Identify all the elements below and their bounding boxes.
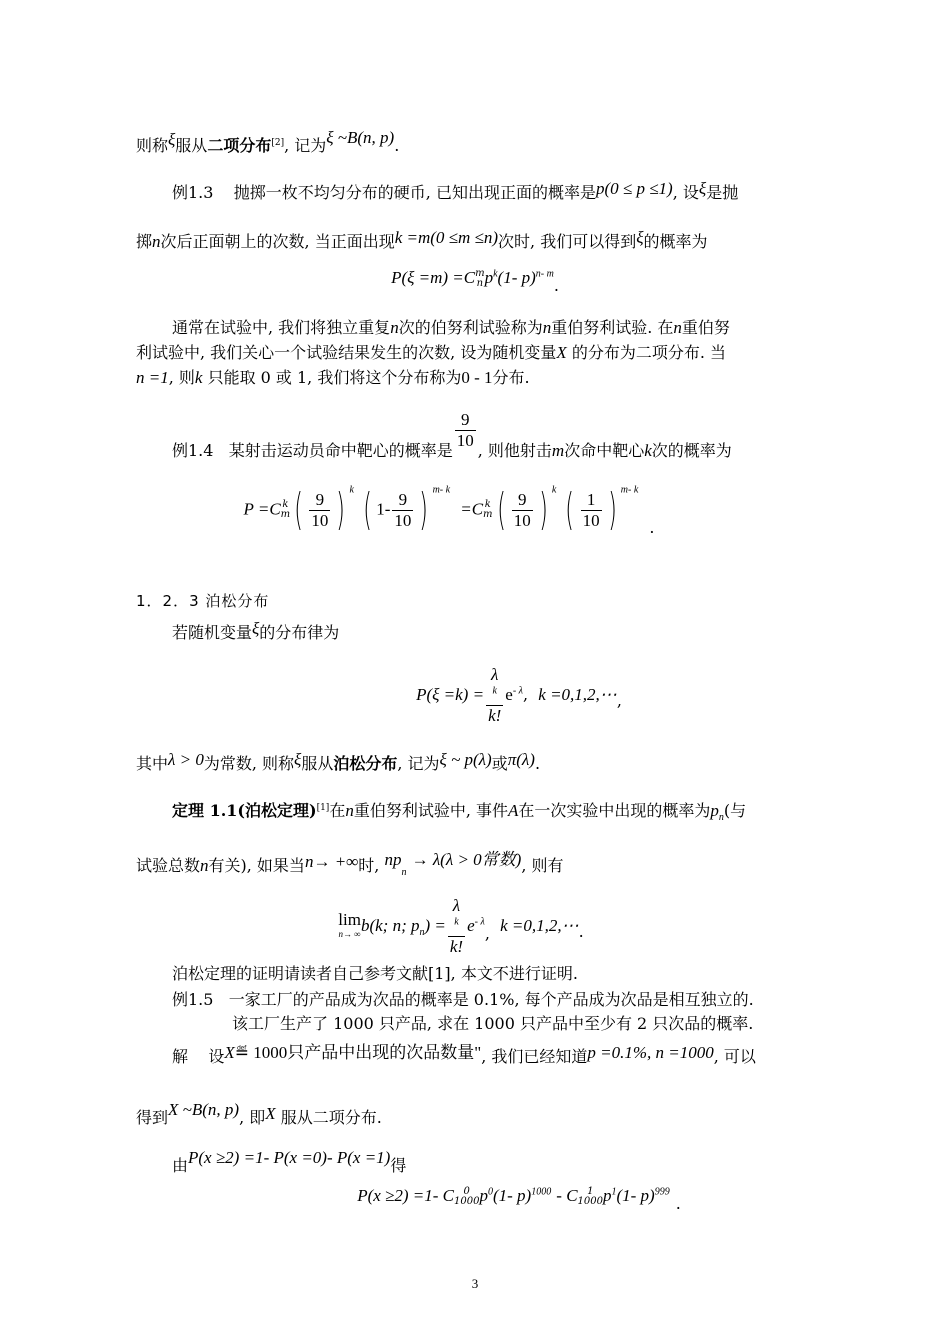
math: p [602,1186,612,1205]
math-sup: 1 [611,1186,617,1198]
term-binomial: 二项分布 [207,136,272,155]
text: 一家工厂的产品成为次品的概率是 0.1%, 每个产品成为次品是相互独立的. [228,990,754,1009]
example-1-3-line1 [172,177,738,205]
numerator: 1 [581,490,602,511]
math-formula: ξ ~B(n, p) [326,128,395,147]
text: 其中 [136,754,169,773]
math-formula: 0 - 1 [461,368,493,387]
text: 次的伯努利试验称为 [398,318,543,337]
theorem-line2 [136,848,564,878]
citation: [1] [316,803,330,813]
math: p [484,268,494,287]
text: 则称 [136,136,169,155]
numerator: 9 [392,490,413,511]
text: . [578,922,584,941]
text: 次命中靶心 [564,441,645,460]
math-p: p [710,801,719,820]
formula-poisson [44,665,950,726]
math-sup: k [282,499,289,510]
math-sub: m [483,509,493,520]
text: 的概率为 [643,232,708,251]
math: (1- p) [492,1186,532,1205]
text: , 可以 [713,1047,756,1066]
example-1-4-line1 [172,410,732,463]
math-A: A [508,801,519,820]
math-formula: p =0.1%, n =1000 [587,1043,714,1062]
poisson-def-line [136,748,540,776]
math-xi: ξ [252,619,260,638]
math: - C [556,1186,578,1205]
proof-note: 泊松定理的证明请读者自己参考文献[1], 本文不进行证明. [172,964,578,983]
math-formula: np [384,850,402,869]
math-formula: n =1 [136,368,169,387]
math-m: m [551,441,565,460]
math-xi: ξ [698,179,707,198]
para-bernoulli-line3 [136,366,530,390]
math-sup: k [551,484,557,496]
text: 是抛 [706,183,739,202]
denominator: 10 [394,510,412,530]
math-formula: p(0 ≤ p ≤1) [595,179,673,198]
example-1-5-line2: 该工厂生产了 1000 只产品, 求在 1000 只产品中至少有 2 只次品的概率. [232,1014,754,1033]
denominator: k! [449,937,464,956]
math-sup: 1000 [531,1186,552,1198]
math-formula: k =m(0 ≤m ≤n) [394,228,499,247]
math-n: n [390,318,399,337]
formula-poisson-limit [0,896,936,957]
math-sub: n→ ∞ [338,928,361,939]
math-k: k [644,441,652,460]
term-poisson: 泊松分布 [333,754,398,773]
text: 抛掷一枚不均匀分布的硬币, 已知出现正面的概率是 [233,183,596,202]
formula-binomial [0,268,950,295]
math: k =0,1,2,⋯ [538,685,617,704]
text: 在 [329,801,346,820]
math-formula: n→ +∞ [304,852,359,871]
math-n: n [345,801,354,820]
math-formula: λ > 0 [168,750,204,769]
citation: [2] [271,138,285,148]
text: 或 [491,754,508,773]
math-formula: P(x ≥2) =1- P(x =0)- P(x =1) [188,1148,391,1167]
math: P(ξ =k) = [416,685,485,704]
math-X: X [265,1104,276,1123]
text: 利试验中, 我们关心一个试验结果发生的次数, 设为随机变量 [136,343,557,362]
text: 在一次实验中出现的概率为 [518,801,711,820]
math: e [467,916,475,935]
text: 只能取 0 或 1, 我们将这个分布称为 [207,368,462,387]
text: , 则他射击 [477,441,552,460]
math-formula: π(λ) [507,750,535,769]
poisson-intro [172,617,339,645]
math: p [479,1186,488,1205]
text: , 记为 [397,754,440,773]
math-sup: k [454,916,459,928]
math-sup: m- k [432,484,451,496]
text: 时, [358,856,380,875]
numerator: 9 [309,490,330,511]
math-sub: m [280,509,291,520]
math: e [505,685,513,704]
text: 服从二项分布. [280,1108,382,1127]
numerator: λ [491,665,499,684]
math-sup: 999 [654,1186,670,1198]
text: , 设 [672,183,699,202]
text: 的分布律为 [259,623,340,642]
solution-line3 [172,1146,406,1178]
solution-line2 [136,1098,382,1130]
page-number: 3 [471,1276,479,1291]
text: 重伯努利试验中, 事件 [353,801,509,820]
text: (与 [723,801,747,820]
math-sup: - λ [474,916,485,928]
math: b(k; n; p [360,916,420,935]
math-n: n [200,856,209,875]
math: P(ξ =m) =C [391,268,476,287]
text: 次后正面朝上的次数, 当正面出现 [160,232,395,251]
formula-final [44,1186,950,1213]
para-bernoulli-line2 [136,341,726,365]
math-n: n [542,318,552,337]
formula-shooting: P =C k m ( $\frac{9}{10}$ ) $^k$ ( 1- $\frac{9}{10}$ ) $^{m- k}$ =C k m ( $\frac{9}{10}$ ) $^k$ ( $\frac{1}{10}$ ) $^{m- k}$ . [243,484,655,537]
text: 得到 [136,1108,169,1127]
math-sup: m [475,267,485,279]
example-1-3-line2 [136,226,708,254]
text: . [553,276,559,295]
math-sup: - λ [512,685,524,697]
math-X: X [556,343,567,362]
example-label: 例1.3 [172,183,214,202]
math-def: ≝ 1000只产品中出现的次品数量" [234,1043,482,1062]
math-k: k [194,368,203,387]
math: (1- p) [616,1186,655,1205]
math-X: X [224,1043,235,1062]
text: 的分布为二项分布. 当 [571,343,727,362]
math-sup: k [492,685,497,697]
math-sup: n- m [535,268,554,280]
math-xi: ξ [168,130,176,149]
math-sup: k [493,268,498,280]
math-xi: ξ [294,750,302,769]
math: 1- [376,499,391,519]
text: , 记为 [284,136,327,155]
example-label: 例1.5 [172,990,214,1009]
text: 服从 [301,754,334,773]
text: 掷 [136,232,153,251]
text: 为常数, 则称 [203,754,295,773]
math: P =C [243,499,281,519]
text: , 则有 [521,856,564,875]
math-sup: 1 [587,1185,594,1197]
text: , [484,924,490,943]
solution-label: 解 [172,1047,189,1066]
fraction [448,896,465,957]
denominator: 10 [582,510,600,530]
text: , 即 [239,1108,266,1127]
fraction [581,490,602,531]
math-n: n [673,318,682,337]
text: . [675,1194,681,1213]
math: (1- p) [497,268,536,287]
theorem-line1 [172,796,746,823]
text: , 则 [168,368,195,387]
math-sup: k [484,499,491,510]
example-label: 例1.4 [172,441,214,460]
math-sub: n [718,812,724,824]
numerator: λ [452,896,461,915]
text: 由 [172,1156,189,1175]
math: P(x ≥2) =1- C [357,1186,454,1205]
math-formula: X ~B(n, p) [168,1100,240,1119]
denominator: 10 [311,510,329,530]
math: k =0,1,2,⋯ [500,916,579,935]
math-sup: m- k [620,484,639,496]
math: ) = [424,916,446,935]
math-sub: n [476,277,484,289]
fraction [512,490,533,531]
text: . [394,136,400,155]
math-lim: lim [338,909,361,929]
numerator: 9 [512,490,533,511]
text: . [534,754,541,773]
math-sub: 1000 [577,1195,603,1207]
denominator: 10 [456,431,474,450]
text: 次时, 我们可以得到 [498,232,637,251]
para-binomial-def [136,126,399,158]
math-xi: ξ [636,228,644,247]
fraction [455,410,476,451]
text: 试验总数 [136,856,201,875]
text: , 我们已经知道 [481,1047,588,1066]
para-bernoulli-line1 [172,316,730,340]
text: 分布. [492,368,530,387]
math-sub: 1000 [454,1195,480,1207]
math-sup: 0 [463,1185,470,1197]
section-heading: 1．2．3 泊松分布 [136,592,270,610]
math: =C [460,499,484,519]
text: 设 [208,1047,225,1066]
math-sup: 0 [487,1186,493,1198]
text: . [649,517,655,537]
math-sup: k [349,484,354,496]
fraction [486,665,503,726]
text: , [616,691,622,710]
text: 重伯努利试验. 在 [551,318,674,337]
text: 若随机变量 [172,623,253,642]
numerator: 9 [455,410,476,431]
math-n: n [152,232,161,251]
text: 有关), 如果当 [208,856,305,875]
text: , [523,685,529,704]
math-formula: ξ ~ p(λ) [439,750,492,769]
text: 次的概率为 [651,441,732,460]
math-sub: n [419,927,425,939]
text: 得 [390,1156,407,1175]
text: 服从 [175,136,208,155]
text: 通常在试验中, 我们将独立重复 [172,318,391,337]
math-formula: → λ(λ > 0常数) [411,850,522,869]
fraction [392,490,413,531]
text: 某射击运动员命中靶心的概率是 [228,441,453,460]
text: 重伯努 [681,318,730,337]
denominator: k! [488,706,502,725]
solution-line1 [172,1041,756,1069]
math-sub: n [401,867,407,879]
example-1-5-line1 [172,988,754,1012]
theorem-title: 定理 1.1(泊松定理) [172,801,317,820]
fraction [309,490,330,531]
denominator: 10 [513,510,531,530]
